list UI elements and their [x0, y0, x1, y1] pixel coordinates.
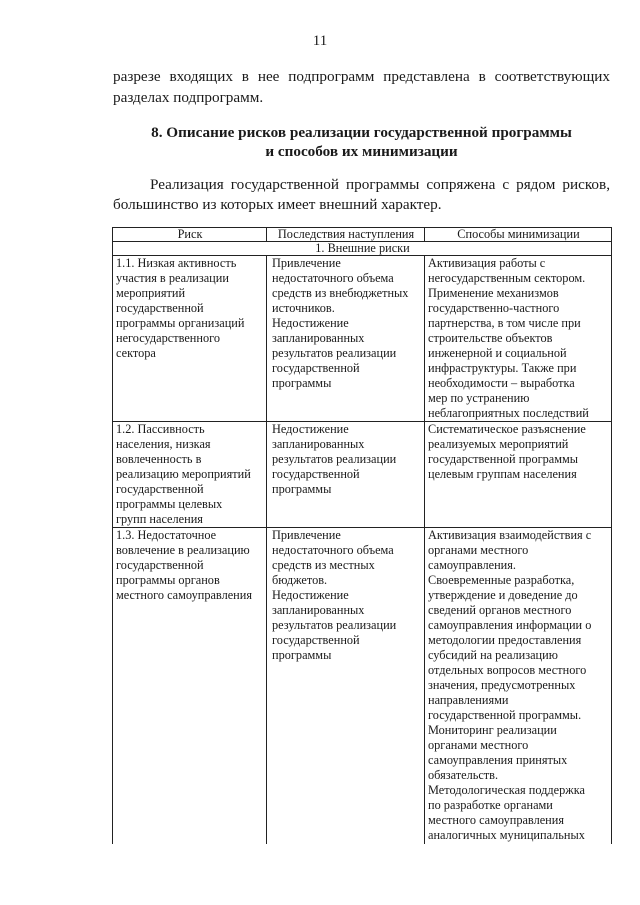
cell-line: негосударственного	[116, 331, 220, 345]
cell-line: по разработке органами	[428, 798, 553, 812]
cell-line: государственной	[116, 482, 204, 496]
cell-line: вовлеченность в	[116, 452, 202, 466]
cell-line: программы органов	[116, 573, 220, 587]
cell-line: Мониторинг реализации	[428, 723, 557, 737]
cell-line: методологии предоставления	[428, 633, 582, 647]
cell-line: источников.	[272, 301, 335, 315]
consequences-cell	[267, 256, 425, 422]
cell-line: Систематическое разъяснение	[428, 422, 586, 436]
intro-line: разрезе входящих в нее подпрограмм представлена в соответствующих	[113, 68, 610, 85]
cell-line: программы	[272, 648, 332, 662]
section-heading-line: и способов их минимизации	[265, 143, 458, 160]
cell-line: 1.2. Пассивность	[116, 422, 205, 436]
cell-line: необходимости – выработка	[428, 376, 575, 390]
cell-line: мероприятий	[116, 286, 186, 300]
cell-line: государственной	[116, 558, 204, 572]
cell-line: государственной	[272, 361, 360, 375]
consequences-cell	[267, 422, 425, 528]
cell-line: государственно-частного	[428, 301, 560, 315]
cell-line: негосударственным сектором.	[428, 271, 586, 285]
risks-table	[112, 227, 612, 844]
cell-line: органами местного	[428, 738, 529, 752]
cell-line: самоуправления информации о	[428, 618, 592, 632]
cell-line: партнерства, в том числе при	[428, 316, 581, 330]
cell-line: населения, низкая	[116, 437, 211, 451]
cell-line: мер по устранению	[428, 391, 530, 405]
cell-line: местного самоуправления	[428, 813, 564, 827]
intro-line: разделах подпрограмм.	[113, 89, 264, 106]
cell-line: программы	[272, 376, 332, 390]
cell-line: аналогичных муниципальных	[428, 828, 585, 842]
cell-line: Методологическая поддержка	[428, 783, 586, 797]
cell-line: целевым группам населения	[428, 467, 577, 481]
cell-line: самоуправления принятых	[428, 753, 568, 767]
cell-line: государственной	[116, 301, 204, 315]
cell-line: средств из местных	[272, 558, 375, 572]
cell-line: субсидий на реализацию	[428, 648, 558, 662]
section-heading	[113, 123, 610, 161]
cell-line: результатов реализации	[272, 346, 397, 360]
table-header-row	[113, 228, 612, 242]
cell-line: неблагоприятных последствий	[428, 406, 589, 420]
cell-line: Недостижение	[272, 316, 349, 330]
cell-line: результатов реализации	[272, 618, 397, 632]
cell-line: отдельных вопросов местного	[428, 663, 587, 677]
cell-line: Активизация работы с	[428, 256, 546, 270]
cell-line: программы организаций	[116, 316, 245, 330]
cell-line: недостаточного объема	[272, 543, 394, 557]
cell-line: программы	[272, 482, 332, 496]
mitigation-cell	[425, 528, 612, 845]
risk-cell	[113, 528, 267, 845]
cell-line: Привлечение	[272, 528, 341, 542]
cell-line: результатов реализации	[272, 452, 397, 466]
cell-line: строительстве объектов	[428, 331, 553, 345]
cell-line: государственной программы	[428, 452, 579, 466]
cell-line: реализацию мероприятий	[116, 467, 251, 481]
cell-line: обязательств.	[428, 768, 499, 782]
consequences-cell	[267, 528, 425, 845]
cell-line: бюджетов.	[272, 573, 328, 587]
table-row	[113, 256, 612, 422]
mitigation-cell	[425, 256, 612, 422]
cell-line: средств из внебюджетных	[272, 286, 409, 300]
mitigation-cell	[425, 422, 612, 528]
header-risk: Риск	[113, 228, 267, 242]
paragraph-line: большинство из которых имеет внешний характер.	[113, 196, 442, 213]
cell-line: запланированных	[272, 437, 365, 451]
section-heading-line: 8. Описание рисков реализации государственной программы	[151, 124, 572, 141]
cell-line: государственной	[272, 467, 360, 481]
cell-line: местного самоуправления	[116, 588, 252, 602]
cell-line: участия в реализации	[116, 271, 229, 285]
intro-text	[113, 66, 610, 108]
page-number: 11	[312, 33, 328, 49]
cell-line: запланированных	[272, 603, 365, 617]
cell-line: сектора	[116, 346, 156, 360]
cell-line: утверждение и доведение до	[428, 588, 578, 602]
cell-line: государственной	[272, 633, 360, 647]
paragraph-line: Реализация государственной программы сопряжена с рядом рисков,	[150, 176, 610, 193]
cell-line: Применение механизмов	[428, 286, 559, 300]
cell-line: государственной программы.	[428, 708, 582, 722]
body-paragraph	[113, 175, 610, 215]
cell-line: инфраструктуры. Также при	[428, 361, 577, 375]
section-row	[113, 242, 612, 256]
cell-line: 1.3. Недостаточное	[116, 528, 217, 542]
cell-line: инженерной и социальной	[428, 346, 567, 360]
cell-line: направлениями	[428, 693, 509, 707]
section-row-label: 1. Внешние риски	[113, 242, 612, 256]
cell-line: вовлечение в реализацию	[116, 543, 250, 557]
table-row	[113, 528, 612, 845]
risk-cell	[113, 422, 267, 528]
cell-line: реализуемых мероприятий	[428, 437, 569, 451]
cell-line: сведений органов местного	[428, 603, 572, 617]
cell-line: запланированных	[272, 331, 365, 345]
cell-line: Недостижение	[272, 422, 349, 436]
cell-line: органами местного	[428, 543, 529, 557]
cell-line: 1.1. Низкая активность	[116, 256, 237, 270]
header-mitigation: Способы минимизации	[425, 228, 612, 242]
cell-line: программы целевых	[116, 497, 223, 511]
cell-line: недостаточного объема	[272, 271, 394, 285]
cell-line: групп населения	[116, 512, 203, 526]
cell-line: Активизация взаимодействия с	[428, 528, 592, 542]
cell-line: самоуправления.	[428, 558, 516, 572]
risk-cell	[113, 256, 267, 422]
cell-line: Своевременные разработка,	[428, 573, 575, 587]
cell-line: Недостижение	[272, 588, 349, 602]
table-row	[113, 422, 612, 528]
cell-line: значения, предусмотренных	[428, 678, 576, 692]
cell-line: Привлечение	[272, 256, 341, 270]
header-consequences: Последствия наступления	[267, 228, 425, 242]
